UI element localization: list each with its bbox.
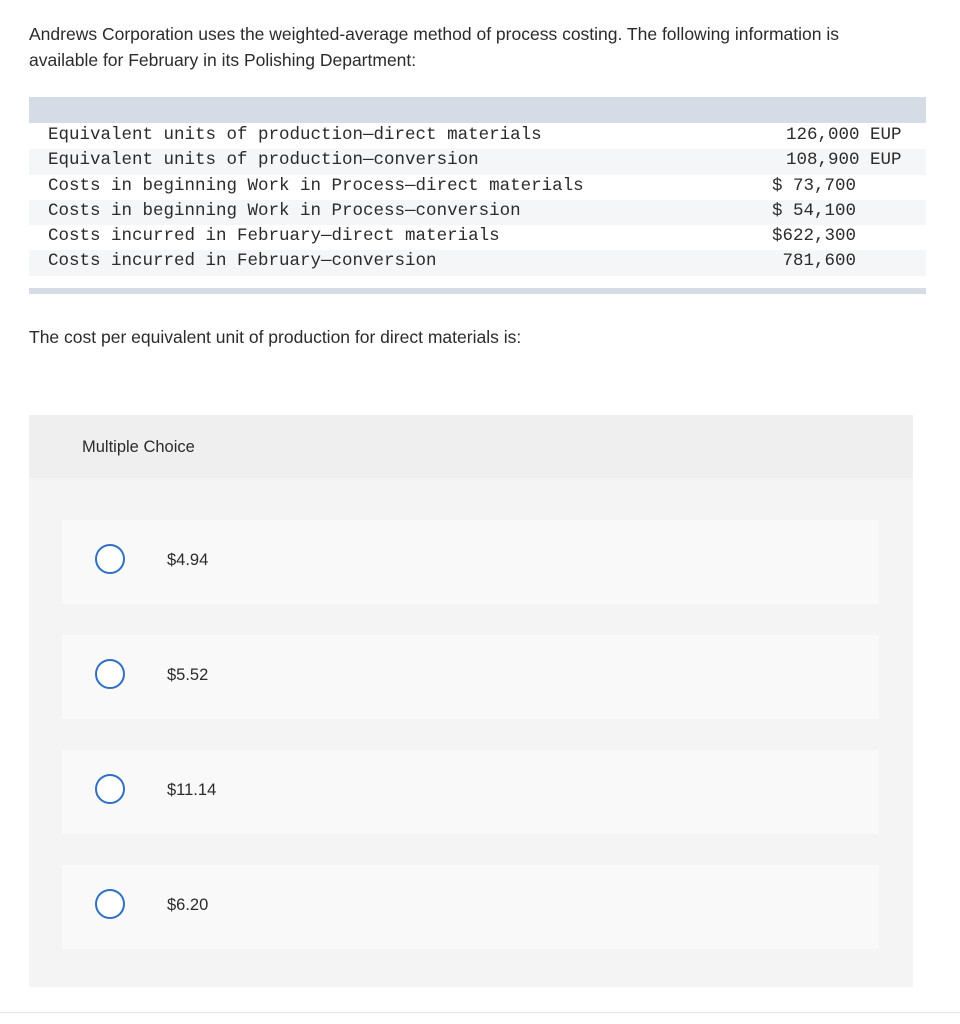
table-footer-bar — [29, 288, 926, 294]
row-label: Equivalent units of production—conversion — [48, 150, 479, 171]
table-row — [29, 149, 926, 174]
data-table — [29, 97, 926, 294]
problem-intro-text: Andrews Corporation uses the weighted-average method of process costing. The following information is available for February in its Polishing Department: — [29, 24, 839, 70]
row-label: Equivalent units of production—direct materials — [48, 125, 542, 145]
choice-option-2[interactable] — [62, 635, 879, 719]
row-value: $622,300 — [772, 226, 857, 247]
radio-button-icon[interactable] — [95, 774, 125, 804]
choice-label: $5.52 — [167, 666, 209, 684]
row-label: Costs incurred in February—conversion — [48, 251, 437, 272]
question-text: The cost per equivalent unit of production for direct materials is: — [29, 327, 522, 347]
table-body — [29, 123, 926, 276]
table-row — [29, 250, 926, 275]
choice-option-1[interactable] — [62, 520, 879, 604]
choice-label: $6.20 — [167, 896, 209, 914]
table-row — [29, 175, 926, 200]
choice-label: $4.94 — [167, 551, 209, 569]
row-value: $ 54,100 — [772, 200, 857, 221]
choice-label: $11.14 — [167, 781, 217, 799]
row-value: 126,000 EUP — [786, 125, 902, 145]
table-row — [29, 200, 926, 225]
row-value: 781,600 — [772, 251, 857, 272]
row-label: Costs in beginning Work in Process—direct materials — [48, 175, 584, 196]
radio-button-icon[interactable] — [95, 544, 125, 574]
bottom-divider — [0, 1012, 960, 1024]
radio-button-icon[interactable] — [95, 659, 125, 689]
table-header-bar — [29, 97, 926, 123]
multiple-choice-header — [29, 415, 913, 478]
radio-button-icon[interactable] — [95, 889, 125, 919]
row-value: $ 73,700 — [772, 175, 857, 196]
row-value: 108,900 EUP — [786, 150, 902, 171]
row-label: Costs incurred in February—direct materials — [48, 226, 500, 247]
choice-option-3[interactable] — [62, 750, 879, 834]
multiple-choice-panel — [29, 415, 913, 987]
multiple-choice-title: Multiple Choice — [82, 438, 195, 456]
table-row — [29, 124, 926, 149]
row-label: Costs in beginning Work in Process—conversion — [48, 200, 521, 221]
table-row — [29, 225, 926, 250]
choice-option-4[interactable] — [62, 865, 879, 949]
